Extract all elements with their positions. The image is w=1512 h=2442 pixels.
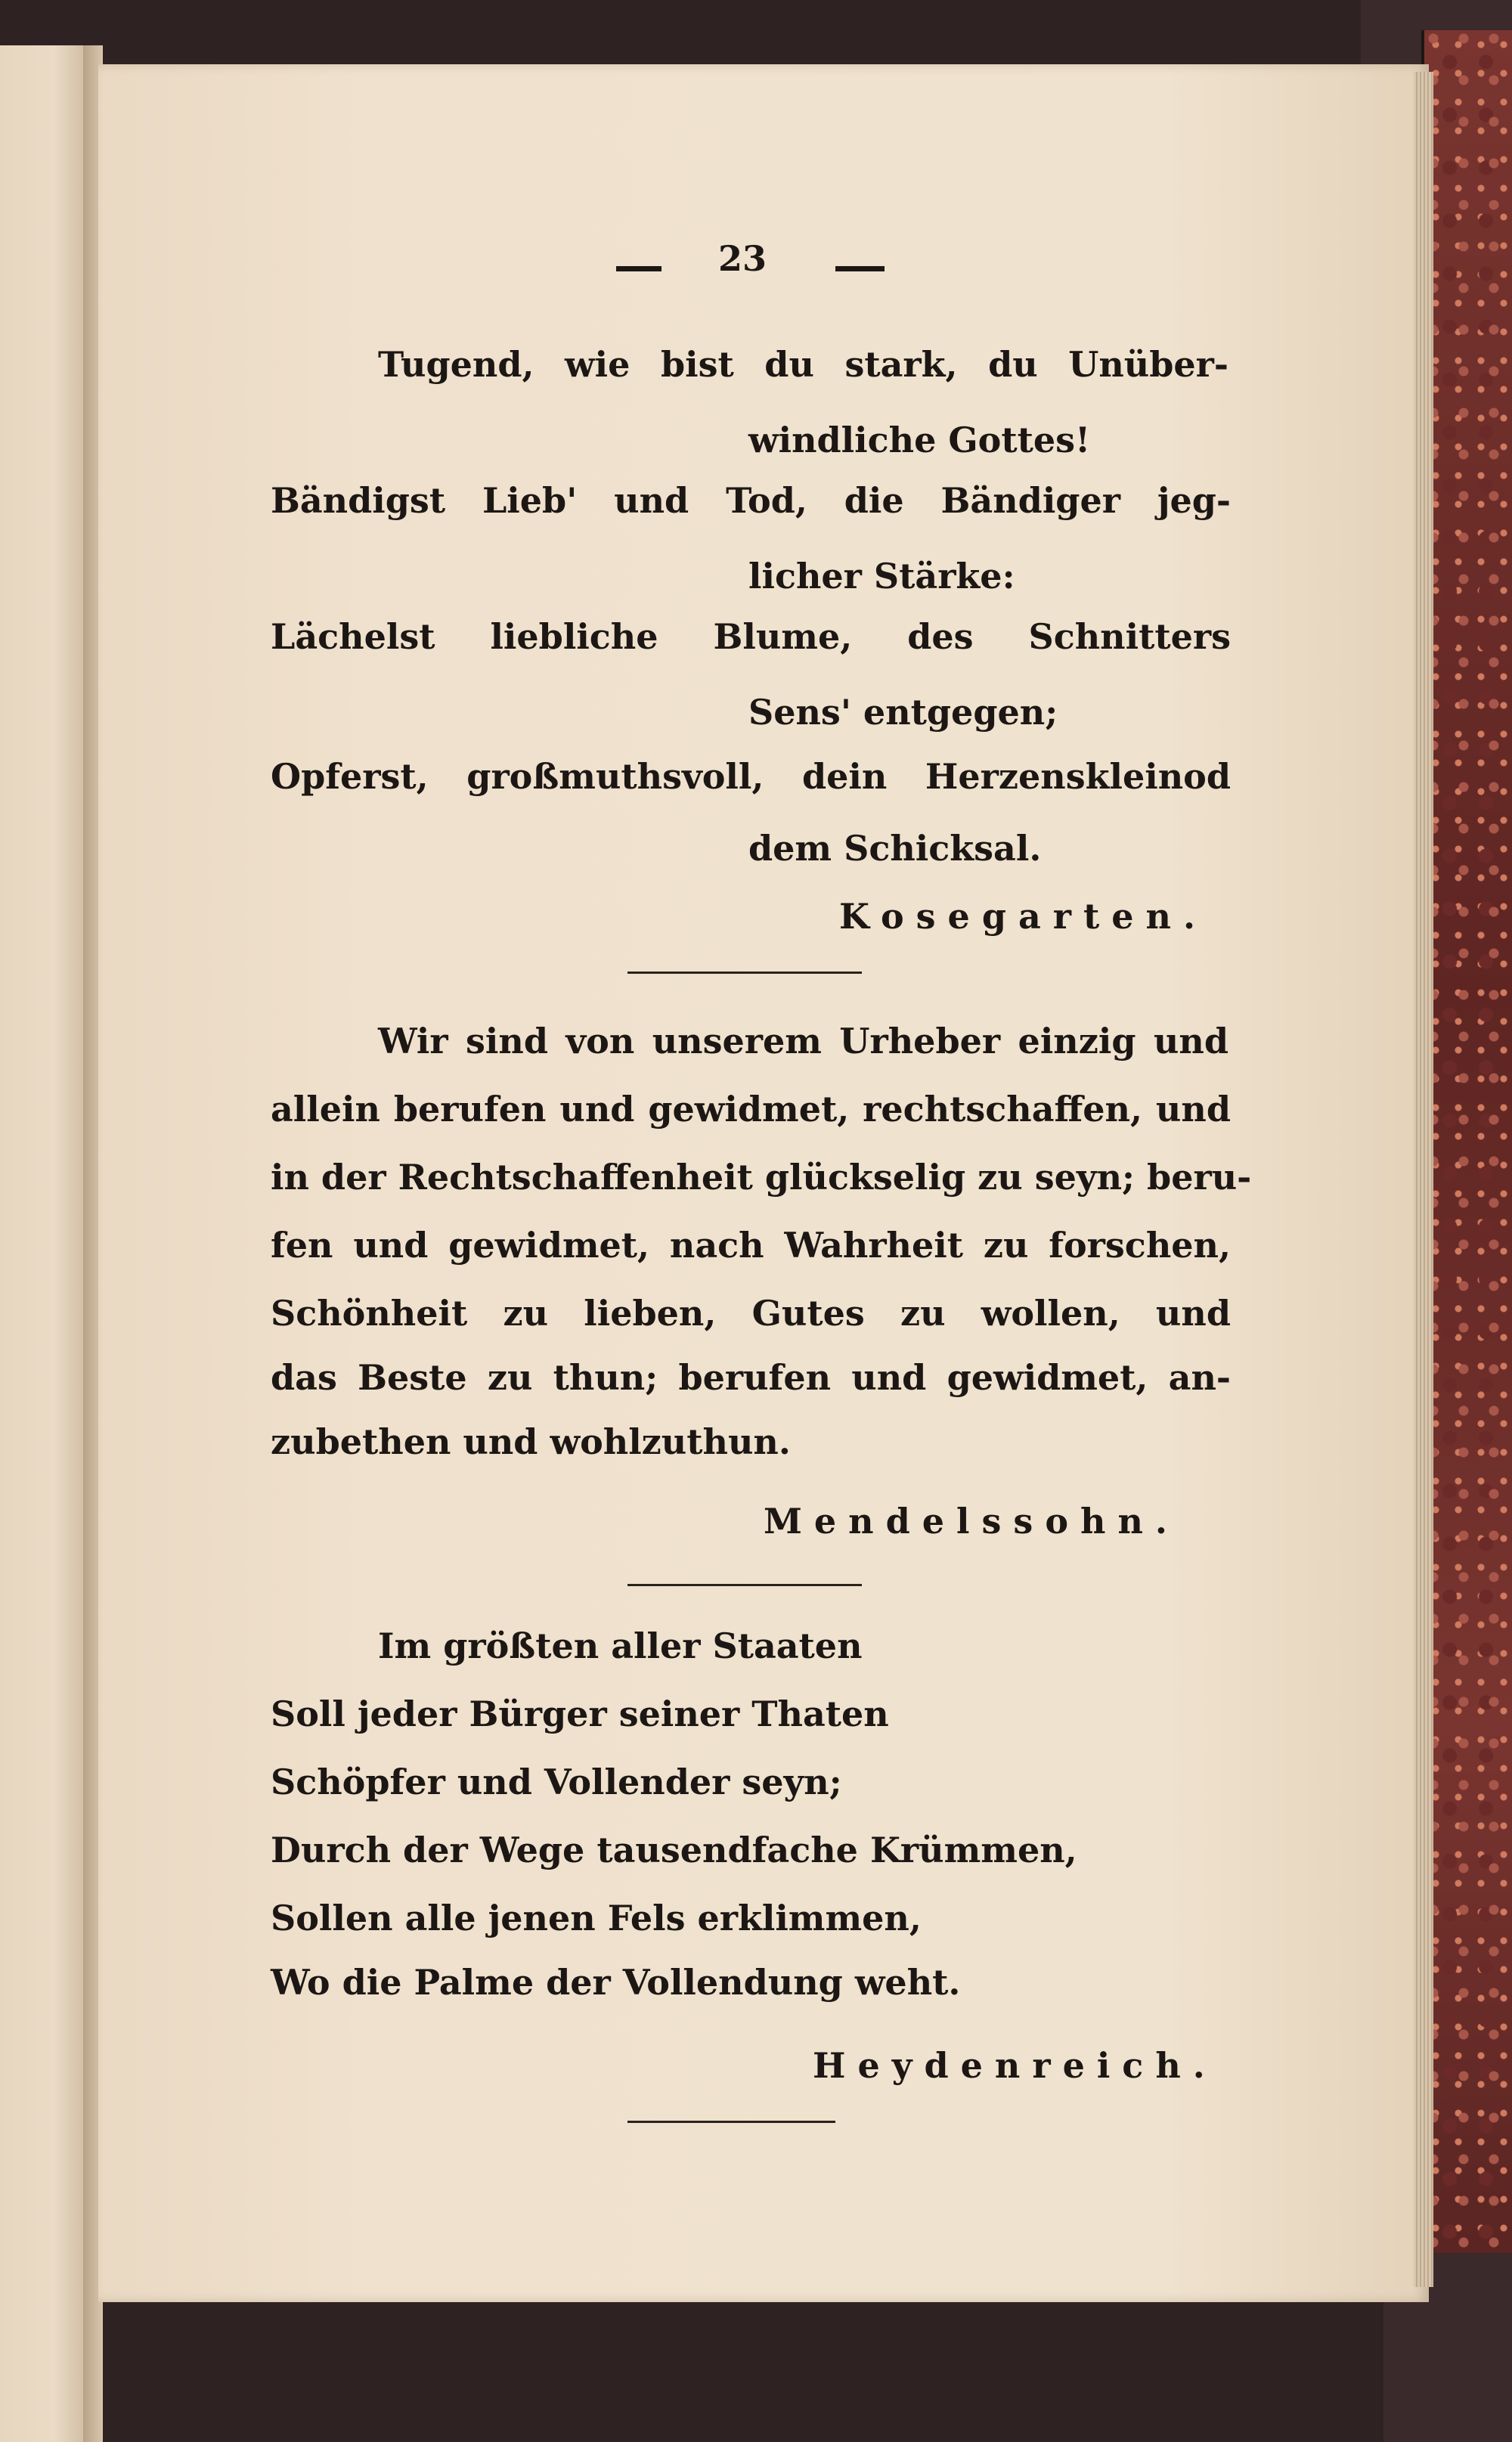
marbled-cover (1421, 30, 1512, 2442)
page-number: 23 (718, 238, 767, 279)
poem1-line: Bändigst Lieb' und Tod, die Bändiger jeg- (271, 480, 1231, 521)
poem1-line: licher Stärke: (748, 556, 1015, 597)
prose-line: in der Rechtschaffenheit glückselig zu seyn; beru- (271, 1157, 1252, 1198)
prose-line: Wir sind von unserem Urheber einzig und (378, 1021, 1228, 1061)
prose-line: zubethen und wohlzuthun. (271, 1421, 791, 1462)
prose-author: Mendelssohn. (764, 1501, 1179, 1542)
left-page-edge (0, 45, 93, 2442)
header-dash-left (616, 266, 662, 271)
header-dash-right (835, 266, 885, 271)
poem1-line: Tugend, wie bist du stark, du Unüber- (378, 344, 1228, 385)
poem2-line: Soll jeder Bürger seiner Thaten (271, 1694, 889, 1734)
section-divider (627, 972, 862, 974)
poem1-line: windliche Gottes! (748, 420, 1091, 460)
poem2-line: Schöpfer und Vollender seyn; (271, 1762, 842, 1802)
poem1-author: Kosegarten. (839, 896, 1207, 937)
poem1-line: Sens' entgegen; (748, 692, 1058, 733)
section-divider (627, 2121, 835, 2123)
poem2-author: Heydenreich. (813, 2045, 1217, 2086)
section-divider (627, 1584, 862, 1586)
poem2-line: Durch der Wege tausendfache Krümmen, (271, 1830, 1077, 1870)
poem1-line: Opferst, großmuthsvoll, dein Herzenskleinod (271, 756, 1231, 797)
poem2-line: Sollen alle jenen Fels erklimmen, (271, 1898, 922, 1938)
poem1-line: Lächelst liebliche Blume, des Schnitters (271, 616, 1231, 657)
prose-line: das Beste zu thun; berufen und gewidmet, an- (271, 1357, 1231, 1398)
page-stack-edge (1414, 72, 1433, 2287)
prose-line: fen und gewidmet, nach Wahrheit zu forschen, (271, 1225, 1231, 1266)
prose-line: allein berufen und gewidmet, rechtschaffen, und (271, 1089, 1231, 1130)
poem2-line: Im größten aller Staaten (378, 1625, 863, 1666)
poem2-line: Wo die Palme der Vollendung weht. (271, 1962, 961, 2003)
prose-line: Schönheit zu lieben, Gutes zu wollen, und (271, 1293, 1231, 1334)
poem1-line: dem Schicksal. (748, 828, 1042, 869)
